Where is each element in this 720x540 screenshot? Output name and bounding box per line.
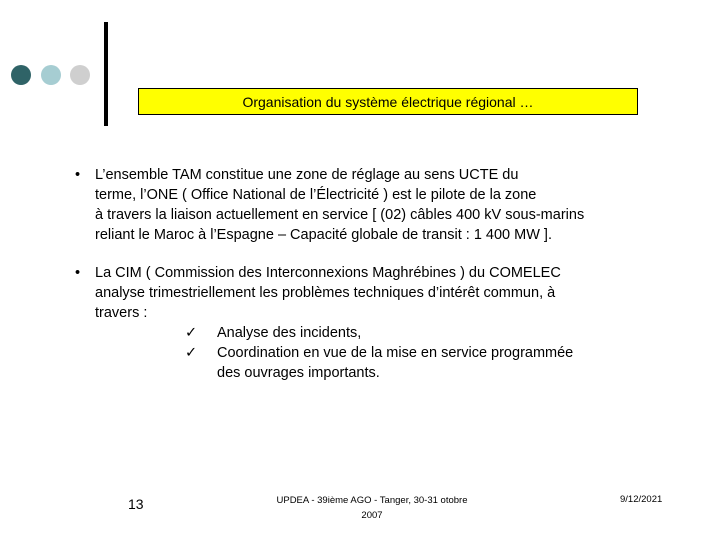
bullet-mark: • (75, 265, 81, 281)
check-text: Analyse des incidents, (217, 325, 362, 341)
bullet-mark: • (75, 167, 81, 183)
bullet-item-1 (75, 165, 695, 245)
bullet-text: La CIM ( Commission des Interconnexions Maghrébines ) du COMELEC analyse trimestriellement les problèmes techniques d’intérêt commun, à travers : (95, 265, 561, 321)
footer-date: 9/12/2021 (620, 494, 663, 505)
check-item (185, 323, 695, 343)
bullet-item-2 (75, 263, 695, 383)
page-number: 13 (128, 496, 144, 512)
check-item (185, 343, 695, 383)
decorative-dot-dark (11, 65, 31, 85)
checkmark-icon: ✓ (185, 345, 198, 361)
slide-title-box (138, 88, 638, 115)
bullet-text: L’ensemble TAM constitue une zone de réglage au sens UCTE du terme, l’ONE ( Office National de l’Électricité ) est le pilote de la zone à travers la liaison actuellement en service [ (02) câbles 400 kV sous-marins reliant le Maroc à l’Espagne – Capacité globale de transit : 1 400 MW ]. (95, 167, 585, 243)
footer-text: UPDEA - 39ième AGO - Tanger, 30-31 otobre 2007 (276, 495, 468, 521)
check-text: Coordination en vue de la mise en service programmée des ouvrages importants. (217, 345, 574, 381)
check-list (185, 323, 695, 383)
vertical-divider (104, 22, 108, 126)
decorative-dot-light (41, 65, 61, 85)
checkmark-icon: ✓ (185, 325, 198, 341)
slide-title: Organisation du système électrique régional … (242, 93, 534, 110)
decorative-dot-gray (70, 65, 90, 85)
